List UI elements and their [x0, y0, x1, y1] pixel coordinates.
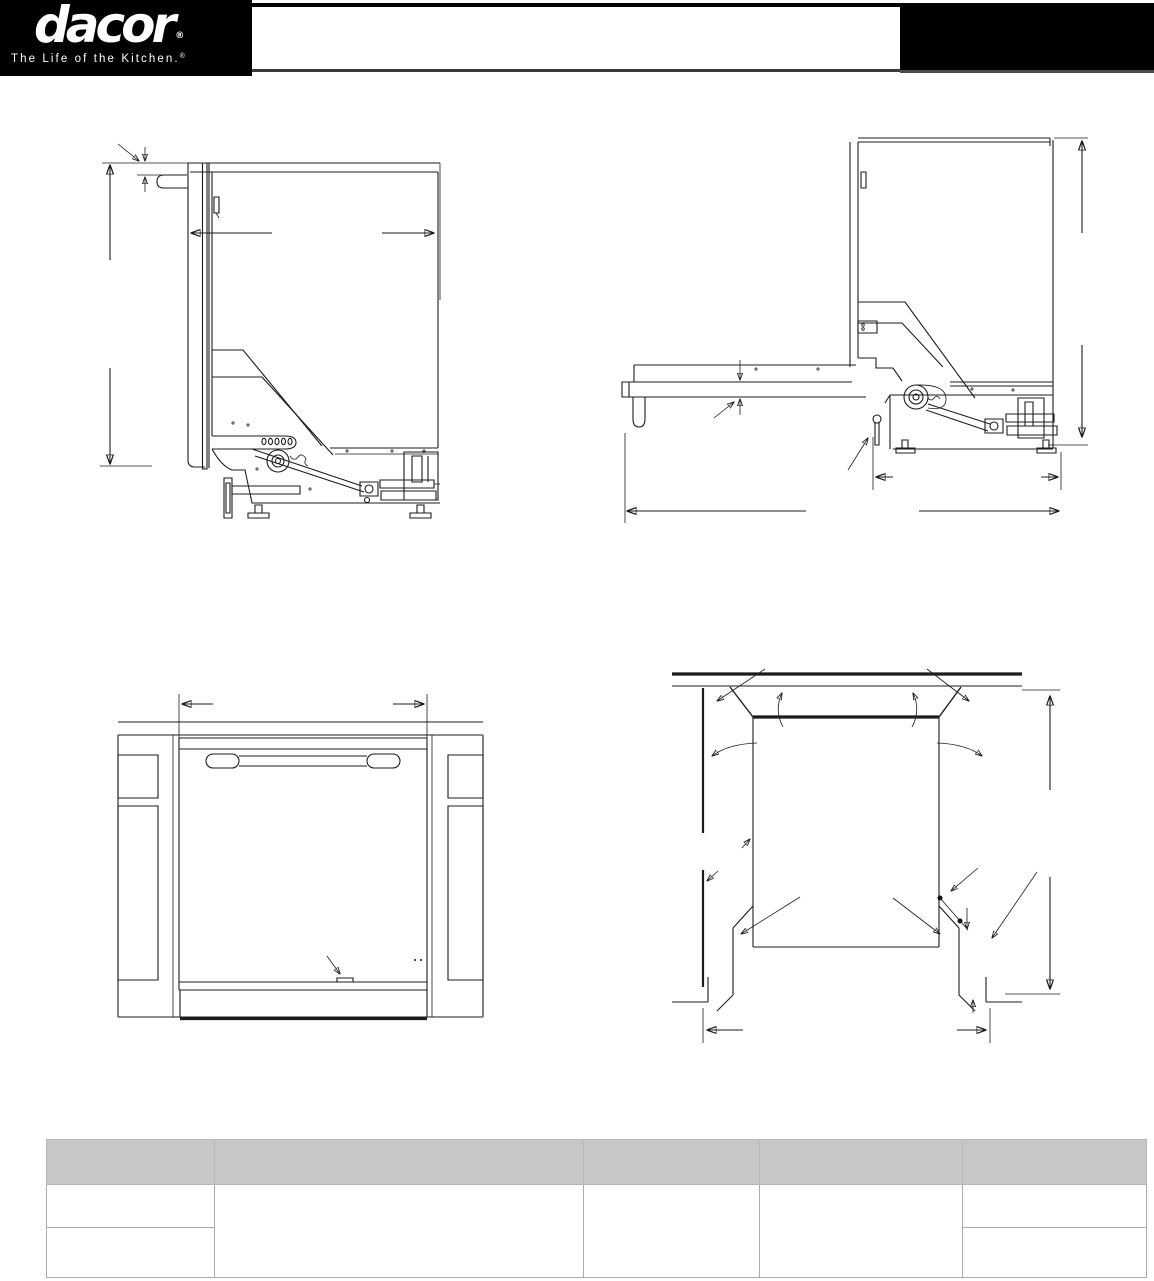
swing-arc: [778, 693, 783, 727]
diagram-side-view-door-open: [600, 125, 1100, 530]
door-vent: [337, 978, 353, 982]
dimension-lines: [179, 694, 427, 738]
tub-slope: [212, 350, 322, 446]
dimension-lines: [100, 144, 434, 466]
opening-outline: [703, 687, 961, 987]
table-header-cell: [215, 1140, 584, 1185]
cabinet-door: [118, 806, 158, 980]
table-header-cell: [963, 1140, 1147, 1185]
hinge-step: [858, 358, 902, 381]
base-mechanism: [212, 421, 440, 518]
dishwasher-body: [157, 163, 440, 469]
corner-bevel: [939, 906, 959, 928]
diagram-front-view-installed: [100, 685, 495, 1030]
specification-table: [46, 1139, 1147, 1278]
registered-trademark-icon: ®: [175, 31, 185, 41]
leveling-foot: [248, 505, 269, 518]
table-header-cell: [760, 1140, 963, 1185]
rear-bracket: [404, 452, 438, 500]
table-cell: [47, 1185, 215, 1228]
toe-kick: [180, 990, 427, 1017]
swing-arc: [937, 743, 982, 756]
open-door: [622, 365, 881, 445]
brand-tagline: [11, 53, 185, 65]
callout-arrows: [707, 669, 1037, 1013]
leveling-foot: [410, 505, 431, 518]
door-panel: [203, 163, 208, 469]
leveling-foot: [896, 440, 915, 453]
front-bracket: [224, 478, 232, 518]
tagline-text: The Life of the Kitchen.: [11, 53, 180, 65]
table-cell: [215, 1185, 584, 1278]
swing-arc: [712, 743, 757, 756]
door-latch: [861, 172, 866, 188]
swing-arc: [912, 693, 917, 727]
door-spring: [381, 491, 436, 500]
cabinet-drawer: [118, 755, 158, 798]
table-cell: [584, 1185, 760, 1278]
tub-slope: [858, 323, 943, 367]
door-front-edge: [622, 382, 629, 397]
dishwasher-body: [850, 138, 1053, 448]
dimension-lines: [625, 138, 1088, 523]
table-cell: [47, 1228, 215, 1278]
toe-kick-corners: [672, 896, 1022, 1012]
threaded-rod: [232, 486, 300, 494]
cabinet-door: [448, 806, 483, 980]
base-frame: [212, 449, 440, 503]
table-header-cell: [47, 1140, 215, 1185]
diagram-cabinet-opening: [660, 660, 1080, 1050]
hinge-pin: [873, 415, 881, 423]
door-latch: [214, 197, 219, 213]
cabinet-drawer: [448, 755, 483, 798]
header-model-box: [900, 3, 1154, 73]
door-spring: [380, 480, 434, 488]
tub-slope: [858, 302, 975, 398]
table-header-cell: [584, 1140, 760, 1185]
table-row: [47, 1185, 1147, 1228]
door-handle: [157, 175, 188, 188]
table-header-row: [47, 1140, 1147, 1185]
diagram-side-view-door-closed: [95, 128, 455, 528]
corner-bevel: [733, 906, 753, 928]
brand-logo-box: [0, 0, 252, 76]
door-handle: [206, 754, 400, 768]
table-cell: [963, 1228, 1147, 1278]
door-spring: [1007, 426, 1057, 435]
door-handle: [633, 397, 645, 427]
table-cell: [963, 1185, 1147, 1228]
dishwasher-front: [173, 735, 432, 1019]
rear-bracket: [1018, 398, 1044, 438]
door-spring: [1006, 414, 1054, 422]
registered-trademark-icon: ®: [179, 53, 185, 60]
brand-name: dacor: [34, 0, 173, 54]
pulley-wheel: [904, 385, 928, 409]
header-title-band: [252, 3, 900, 72]
table-cell: [760, 1185, 963, 1278]
base-mechanism: [885, 385, 1057, 453]
countertop: [672, 674, 1022, 686]
